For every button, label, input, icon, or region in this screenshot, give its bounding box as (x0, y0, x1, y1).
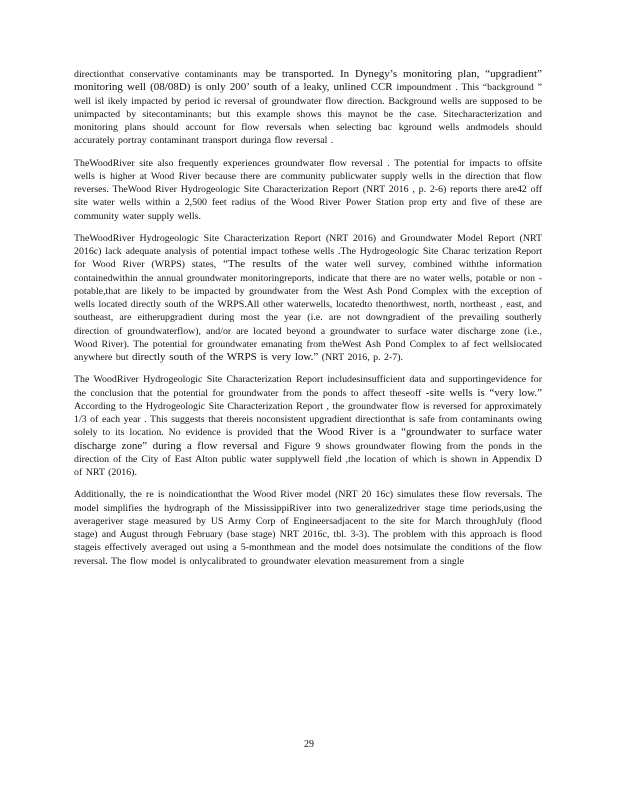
page-number: 29 (304, 739, 314, 750)
paragraph (74, 373, 542, 479)
body-text (74, 68, 542, 577)
text-run: Additionally, the re is noindicationthat the Wood River model (NRT 20 16c) simulates these flow reversals. The model simplifies the hydrograph of the MississippiRiver into two generalizedriver stage time periods,using the averageriver stage measured by US Army Corp of Engineersadjacent to the site for March throughJuly (flood stage) and August through February (base stage) NRT 2016c, tbl. 3-3). The problem with this approach is flood stageis effectively averaged out using a 5-monthmean and the model does notsimulate the conditions of the flow reversal. The flow model is onlycalibrated to groundwater elevation measurement from a single (74, 489, 542, 567)
emphasized-text: “The results of the (223, 258, 319, 271)
paragraph (74, 488, 542, 568)
text-run: Figure 9 shows groundwater flowing from the ponds in the direction of the City of East Alton public water supplywell field ,the location of which is shown in Appendix D of NRT (2016). (74, 440, 542, 478)
text-run: directionthat conservative contaminants may (74, 69, 266, 80)
emphasized-text: -site wells is “very low.” (425, 386, 542, 399)
text-run: water well survey, combined withthe information containedwithin the annual groundwater monitoringreports, indicate that there are no water wells, potable or non -potable,that are likely to be impacted by groundwater from the West Ash Pond Complex with the exception of wells located directly south of the WRPS.All other waterwells, locatedto thenorthwest, north, northeast , east, and southeast, are eitherupgradient during most the year (i.e. are not downgradient of the prevailing southerly direction of groundwaterflow), and/or are located beyond a groundwater to surface water discharge zone (i.e., Wood River). The potential for groundwater emanating from theWest Ash Pond Complex to af fect wellslocated anywhere but (74, 259, 542, 363)
emphasized-text: be transported. In Dynegy’s monitoring plan, “upgradient” monitoring well (08/08D) is only 200’ south of a leaky, unlined CCR (74, 68, 542, 94)
emphasized-text: directly south of the WRPS is very low.” (131, 351, 319, 363)
text-run: impoundment . This “background ” well isl ikely impacted by period ic reversal of groundwater flow direction. Background wells are supposed to be unimpacted by sitecontaminants; but this example shows this maynot be the case. Sitecharacterization and monitoring plans should account for flow reversals when selecting bac kground wells andmodels should accurately portray contaminant transport duringa flow reversal . (74, 82, 542, 147)
paragraph (74, 157, 542, 223)
text-run: TheWoodRiver Hydrogeologic Site Characterization Report (NRT 2016) and Groundwater Model Report (NRT 2016c) lack adequate analysis of potential impact tothese wells .The Hydrogeologic Site Charac terization Report for Wood River (WRPS) states, (74, 232, 542, 271)
text-run: TheWoodRiver site also frequently experiences groundwater flow reversal . The potential for impacts to offsite wells is higher at Wood River because there are community publicwater supply wells in the direction that flow reverses. TheWood River Hydrogeologic Site Characterization Report (NRT 2016 , p. 2-6) reports there are42 off site water wells within a 2,500 feet radius of the Wood River Power Station prop erty and five of these are community water supply wells. (74, 157, 542, 222)
paragraph (74, 68, 542, 148)
text-run: According to the Hydrogeologic Site Characterization Report , the groundwater flow is reversed for approximately 1/3 of each year . This suggests that thereis noconsistent upgradient directionthat is safe from contaminants owing solely to its location. No evidence is provided (74, 400, 542, 439)
paragraph (74, 232, 542, 365)
text-run: (NRT 2016, p. 2-7). (318, 352, 403, 363)
emphasized-text: that the Wood River is a “groundwater to surface water discharge zone” during a flow reversal and (74, 426, 542, 452)
text-run: The WoodRiver Hydrogeologic Site Characterization Report includesinsufficient data and supportingevidence for the conclusion that the potential for groundwater from the ponds to affect theseoff (74, 374, 542, 399)
